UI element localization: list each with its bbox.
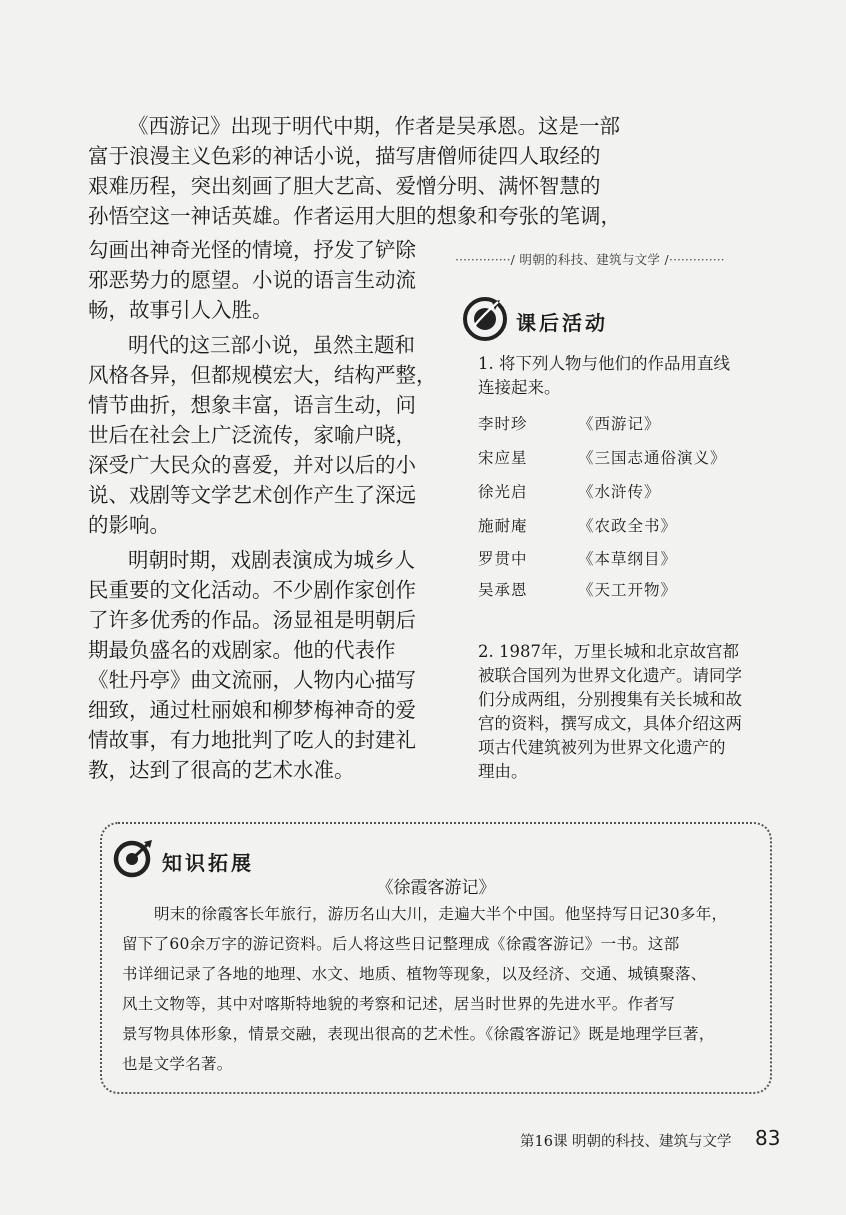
work-title: 《天工开物》: [578, 581, 678, 599]
body-line: 明朝时期，戏剧表演成为城乡人: [128, 548, 415, 572]
task2-line: 被联合国列为世界文化遗产。请同学: [478, 666, 742, 685]
knowledge-line: 留下了60余万字的游记资料。后人将这些日记整理成《徐霞客游记》一书。这部: [122, 935, 680, 953]
knowledge-line: 书详细记录了各地的地理、水文、地质、植物等现象，以及经济、交通、城镇聚落、: [122, 965, 707, 983]
body-line: 风格各异，但都规模宏大，结构严整，: [88, 363, 437, 387]
work-title: 《农政全书》: [578, 517, 678, 535]
header-dots-right: ··············: [669, 252, 725, 267]
task1-line: 连接起来。: [478, 378, 561, 397]
task2-line: 项古代建筑被列为世界文化遗产的: [478, 738, 726, 757]
intro-line: 富于浪漫主义色彩的神话小说，描写唐僧师徒四人取经的: [88, 144, 601, 168]
body-line: 说、戏剧等文学艺术创作产生了深远: [88, 483, 416, 507]
body-line: 明代的这三部小说，虽然主题和: [128, 333, 415, 357]
person-name: 徐光启: [478, 483, 528, 501]
body-line: 畅，故事引人入胜。: [88, 298, 273, 322]
body-line: 期最负盛名的戏剧家。他的代表作: [88, 638, 396, 662]
body-line: 邪恶势力的愿望。小说的语言生动流: [88, 268, 416, 292]
person-name: 吴承恩: [478, 581, 528, 599]
quill-circle-icon: [462, 296, 508, 342]
header-title: / 明朝的科技、建筑与文学 /: [510, 252, 670, 267]
knowledge-subtitle: 《徐霞客游记》: [376, 878, 496, 898]
body-line: 细致，通过杜丽娘和柳梦梅神奇的爱: [88, 698, 416, 722]
task2-line: 2. 1987年，万里长城和北京故宫都: [478, 642, 739, 661]
body-line: 《牡丹亭》曲文流丽，人物内心描写: [88, 668, 416, 692]
work-title: 《水浒传》: [578, 483, 661, 501]
running-header: [455, 250, 777, 268]
task2-line: 宫的资料，撰写成文，具体介绍这两: [478, 714, 742, 733]
body-line: 勾画出神奇光怪的情境，抒发了铲除: [88, 238, 416, 262]
task1-line: 1. 将下列人物与他们的作品用直线: [478, 354, 730, 373]
task2-line: 理由。: [478, 762, 528, 781]
knowledge-line: 风土文物等，其中对喀斯特地貌的考察和记述，居当时世界的先进水平。作者写: [122, 995, 676, 1013]
work-title: 《三国志通俗演义》: [578, 449, 727, 467]
body-line: 世后在社会上广泛流传，家喻户晓，: [88, 423, 416, 447]
body-line: 深受广大民众的喜爱，并对以后的小: [88, 453, 416, 477]
person-name: 李时珍: [478, 415, 528, 433]
body-line: 情节曲折，想象丰富，语言生动，问: [88, 393, 416, 417]
knowledge-line: 景写物具体形象，情景交融，表现出很高的艺术性。《徐霞客游记》既是地理学巨著，: [122, 1025, 715, 1043]
intro-line: 《西游记》出现于明代中期，作者是吴承恩。这是一部: [128, 114, 620, 138]
body-line: 了许多优秀的作品。汤显祖是明朝后: [88, 608, 416, 632]
intro-line: 艰难历程，突出刻画了胆大艺高、爱憎分明、满怀智慧的: [88, 174, 601, 198]
person-name: 施耐庵: [478, 517, 528, 535]
knowledge-title: 知识拓展: [162, 851, 254, 875]
target-arrow-icon: [112, 838, 156, 878]
body-line: 的影响。: [88, 513, 170, 537]
person-name: 宋应星: [478, 449, 528, 467]
intro-line: 孙悟空这一神话英雄。作者运用大胆的想象和夸张的笔调，: [88, 204, 621, 228]
body-line: 情故事，有力地批判了吃人的封建礼: [88, 728, 416, 752]
body-line: 教，达到了很高的艺术水准。: [88, 758, 355, 782]
knowledge-line: 也是文学名著。: [122, 1055, 233, 1073]
page-number: 83: [755, 1126, 781, 1150]
header-dots-left: ··············: [455, 252, 511, 267]
footer-lesson: 第16课 明朝的科技、建筑与文学: [520, 1134, 732, 1150]
work-title: 《西游记》: [578, 415, 661, 433]
work-title: 《本草纲目》: [578, 550, 678, 568]
activities-title: 课后活动: [516, 311, 608, 335]
person-name: 罗贯中: [478, 550, 528, 568]
body-line: 民重要的文化活动。不少剧作家创作: [88, 578, 416, 602]
knowledge-line: 明末的徐霞客长年旅行，游历名山大川，走遍大半个中国。他坚持写日记30多年，: [154, 905, 728, 923]
task2-line: 们分成两组，分别搜集有关长城和故: [478, 690, 742, 709]
